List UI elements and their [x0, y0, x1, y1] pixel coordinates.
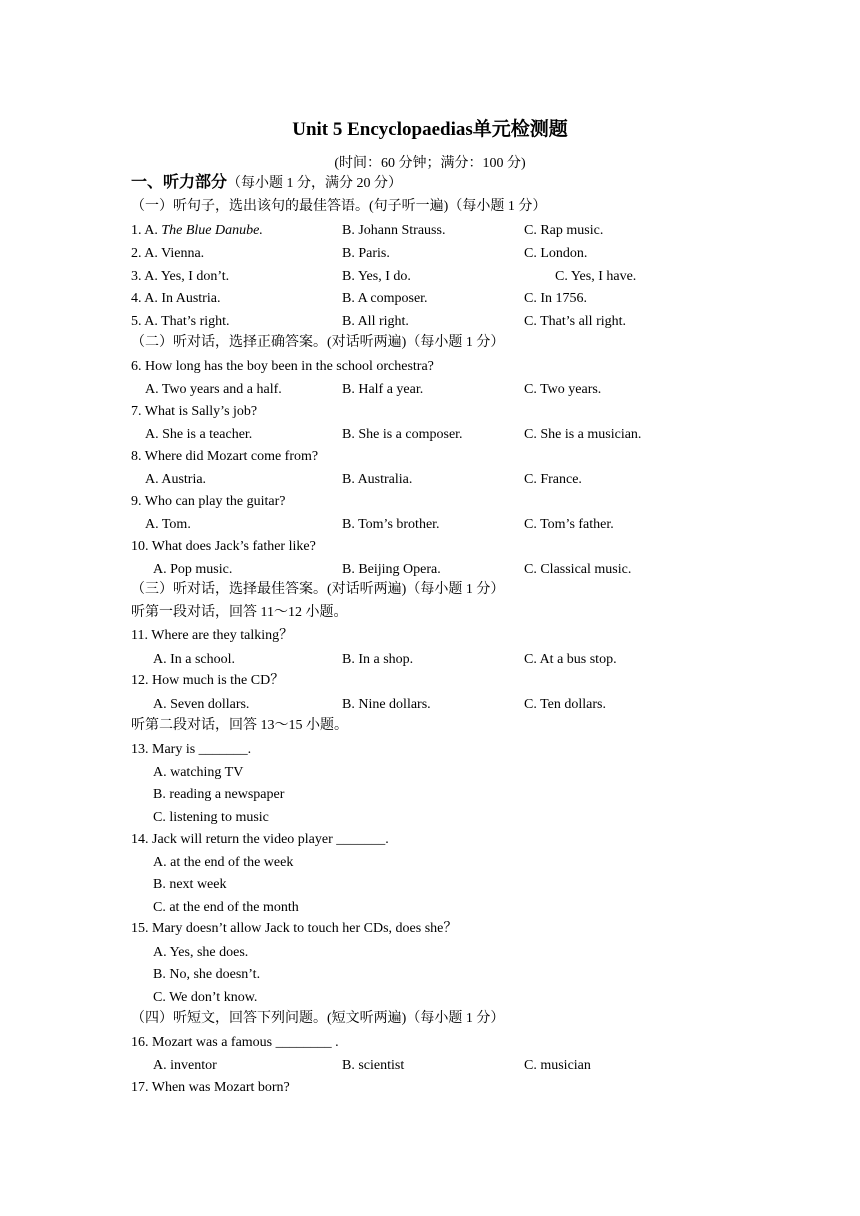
q14-option-b: B. next week [153, 877, 227, 892]
q15-option-b: B. No, she doesn’t. [153, 967, 261, 982]
q5-option-c: C. That’s all right. [524, 314, 627, 329]
q2-option-b: B. Paris. [342, 246, 390, 261]
q16-option-b: B. scientist [342, 1058, 405, 1073]
q6-option-a: A. Two years and a half. [145, 382, 282, 397]
q14-question: 14. Jack will return the video player _______. [131, 832, 389, 847]
q11-option-c: C. At a bus stop. [524, 652, 617, 667]
dialogue-2-instruction: 听第二段对话，回答 13～15 小题。 [131, 718, 348, 733]
q17-question: 17. When was Mozart born? [131, 1080, 290, 1095]
q1-number: 1. A. [131, 223, 162, 238]
q9-question: 9. Who can play the guitar? [131, 494, 286, 509]
section-heading-note: （每小题 1 分，满分 20 分） [227, 176, 403, 191]
q12-option-c: C. Ten dollars. [524, 697, 606, 712]
q14-option-a: A. at the end of the week [153, 855, 294, 870]
q3-option-a: 3. A. Yes, I don’t. [131, 269, 230, 284]
q8-option-b: B. Australia. [342, 472, 413, 487]
q11-question: 11. Where are they talking？ [131, 628, 294, 643]
subsection-4-instruction: （四）听短文，回答下列问题。(短文听两遍)（每小题 1 分） [131, 1011, 505, 1026]
q5-option-a: 5. A. That’s right. [131, 314, 230, 329]
q7-option-b: B. She is a composer. [342, 427, 463, 442]
q7-option-a: A. She is a teacher. [145, 427, 253, 442]
q8-option-c: C. France. [524, 472, 582, 487]
q4-option-a: 4. A. In Austria. [131, 291, 221, 306]
subsection-1-instruction: （一）听句子，选出该句的最佳答语。(句子听一遍)（每小题 1 分） [131, 199, 547, 214]
q1-option-a [131, 222, 263, 240]
q15-option-c: C. We don’t know. [153, 990, 258, 1005]
q16-option-a: A. inventor [153, 1058, 217, 1073]
q2-option-a: 2. A. Vienna. [131, 246, 205, 261]
q13-option-b: B. reading a newspaper [153, 787, 285, 802]
q13-option-a: A. watching TV [153, 765, 244, 780]
q6-question: 6. How long has the boy been in the school orchestra? [131, 359, 434, 374]
q16-option-c: C. musician [524, 1058, 591, 1073]
q12-option-b: B. Nine dollars. [342, 697, 431, 712]
q1-option-a-text: The Blue Danube. [161, 223, 263, 238]
q6-option-c: C. Two years. [524, 382, 602, 397]
q8-question: 8. Where did Mozart come from? [131, 449, 319, 464]
q5-option-b: B. All right. [342, 314, 409, 329]
q10-option-b: B. Beijing Opera. [342, 562, 441, 577]
q3-option-c: C. Yes, I have. [555, 269, 637, 284]
section-heading [131, 174, 402, 193]
q14-option-c: C. at the end of the month [153, 900, 299, 915]
q9-option-a: A. Tom. [145, 517, 191, 532]
q1-option-c: C. Rap music. [524, 223, 604, 238]
subsection-3-instruction: （三）听对话，选择最佳答案。(对话听两遍)（每小题 1 分） [131, 582, 505, 597]
q15-option-a: A. Yes, she does. [153, 945, 249, 960]
q11-option-b: B. In a shop. [342, 652, 414, 667]
exam-info: (时间：60 分钟；满分：100 分) [334, 156, 526, 171]
q3-option-b: B. Yes, I do. [342, 269, 411, 284]
q9-option-b: B. Tom’s brother. [342, 517, 440, 532]
q1-option-b: B. Johann Strauss. [342, 223, 446, 238]
q11-option-a: A. In a school. [153, 652, 236, 667]
q9-option-c: C. Tom’s father. [524, 517, 614, 532]
q4-option-b: B. A composer. [342, 291, 428, 306]
q4-option-c: C. In 1756. [524, 291, 587, 306]
q12-question: 12. How much is the CD？ [131, 673, 285, 688]
q13-option-c: C. listening to music [153, 810, 269, 825]
page-title: Unit 5 Encyclopaedias单元检测题 [292, 119, 568, 140]
q10-question: 10. What does Jack’s father like? [131, 539, 316, 554]
q10-option-a: A. Pop music. [153, 562, 233, 577]
q15-question: 15. Mary doesn’t allow Jack to touch her CDs, does she？ [131, 921, 458, 936]
q13-question: 13. Mary is _______. [131, 742, 252, 757]
q2-option-c: C. London. [524, 246, 588, 261]
q7-option-c: C. She is a musician. [524, 427, 642, 442]
q7-question: 7. What is Sally’s job? [131, 404, 258, 419]
q6-option-b: B. Half a year. [342, 382, 424, 397]
q8-option-a: A. Austria. [145, 472, 207, 487]
section-heading-label: 一、听力部分 [131, 174, 228, 191]
q12-option-a: A. Seven dollars. [153, 697, 250, 712]
subsection-2-instruction: （二）听对话，选择正确答案。(对话听两遍)（每小题 1 分） [131, 335, 505, 350]
dialogue-1-instruction: 听第一段对话，回答 11～12 小题。 [131, 605, 348, 620]
q10-option-c: C. Classical music. [524, 562, 632, 577]
q16-question: 16. Mozart was a famous ________ . [131, 1035, 339, 1050]
